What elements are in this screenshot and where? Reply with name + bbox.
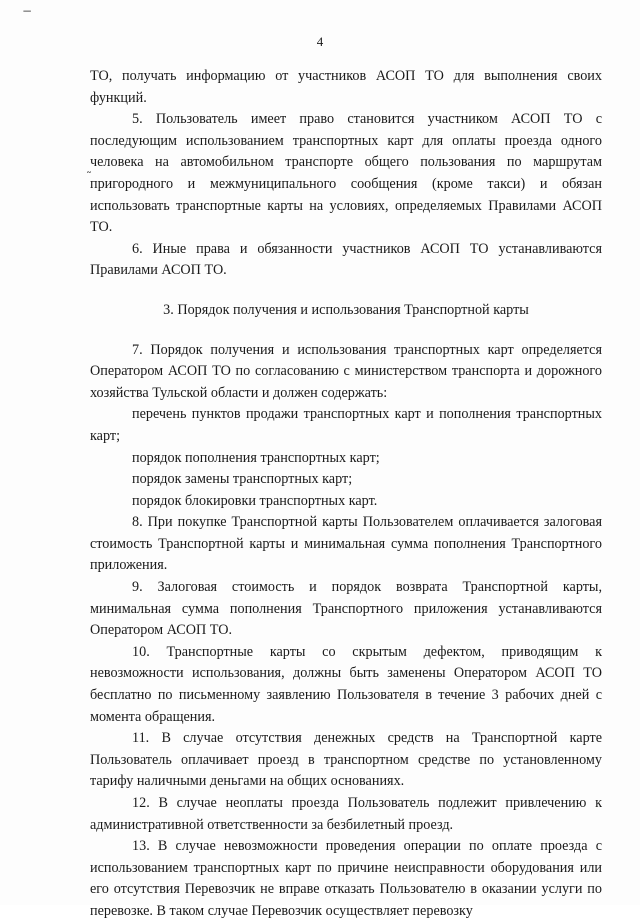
paragraph: 11. В случае отсутствия денежных средств на Транспортной карте Пользователь оплачивает проезд в транспортном средстве по установленному тарифу наличными деньгами на общих основаниях.	[90, 730, 602, 790]
scan-mark: −	[22, 4, 33, 18]
section-heading: 3. Порядок получения и использования Транспортной карты	[163, 301, 529, 318]
paragraph: 12. В случае неоплаты проезда Пользователь подлежит привлечению к административной ответственности за безбилетный проезд.	[90, 795, 602, 833]
list-item: порядок пополнения транспортных карт;	[132, 449, 380, 466]
paragraph: 6. Иные права и обязанности участников АСОП ТО устанавливаются Правилами АСОП ТО.	[90, 240, 602, 279]
paragraph: ТО, получать информацию от участников АСОП ТО для выполнения своих функций.	[90, 68, 602, 106]
paragraph: 9. Залоговая стоимость и порядок возврата Транспортной карты, минимальная сумма пополнения Транспортного приложения устанавливаются Оператором АСОП ТО.	[90, 579, 602, 639]
page-number: 4	[316, 34, 324, 49]
list-item: перечень пунктов продажи транспортных карт и пополнения транспортных карт;	[90, 406, 602, 444]
document-body	[90, 66, 602, 923]
scan-mark: ˜	[86, 170, 92, 184]
list-item: порядок блокировки транспортных карт.	[132, 492, 378, 509]
paragraph: 7. Порядок получения и использования транспортных карт определяется Оператором АСОП ТО по согласованию с министерством транспорта и дорожного хозяйства Тульской области и должен содержать:	[90, 341, 602, 401]
paragraph: 13. В случае невозможности проведения операции по оплате проезда с использованием транспортных карт по причине неисправности оборудования или его отсутствия Перевозчик не вправе отказать Пользователю в оказании услуги по перевозке. В таком случае Перевозчик осуществляет перевозку	[90, 838, 602, 919]
list-item: порядок замены транспортных карт;	[132, 471, 353, 488]
paragraph: 8. При покупке Транспортной карты Пользователем оплачивается залоговая стоимость Транспортной карты и минимальная сумма пополнения Транспортного приложения.	[90, 514, 602, 574]
paragraph: 5. Пользователь имеет право становится участником АСОП ТО с последующим использованием транспортных карт для оплаты проезда одного человека на автомобильном транспорте общего пользования по маршрутам пригородного и межмуниципального сообщения (кроме такси) и обязан использовать транспортные карты на условиях, определяемых Правилами АСОП ТО.	[90, 111, 602, 236]
paragraph: 10. Транспортные карты со скрытым дефектом, приводящим к невозможности использования, должны быть заменены Оператором АСОП ТО бесплатно по письменному заявлению Пользователя в течение 3 рабочих дней с момента обращения.	[90, 643, 602, 725]
